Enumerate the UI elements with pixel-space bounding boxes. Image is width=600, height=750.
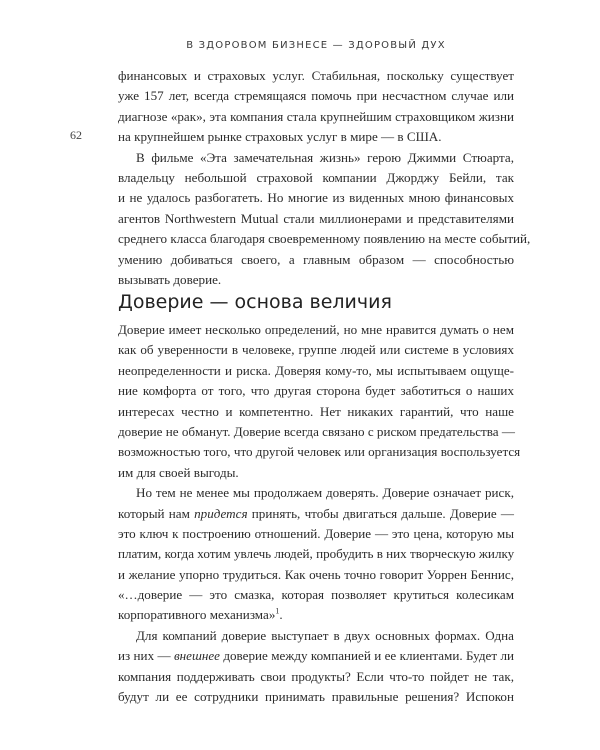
section-heading: Доверие — основа величия	[118, 291, 392, 313]
text-fragment: принять, чтобы двигаться дальше. Доверие —	[247, 505, 514, 521]
text-line: это ключ к построению отношений. Доверие — это цена, которую мы	[118, 525, 514, 541]
text-line: Но тем не менее мы продолжаем доверять. Доверие означает риск,	[136, 485, 514, 501]
text-line: возможностью того, что другой человек или организация воспользуется	[118, 444, 521, 460]
text-line: интересах честно и компетентно. Нет никаких гарантий, что наше	[118, 403, 514, 419]
intro-text	[118, 66, 531, 290]
text-line: доверие не обманут. Доверие всегда связано с риском предательства —	[118, 423, 515, 439]
text-line: на крупнейшем рынке страховых услуг в мире — в США.	[118, 129, 442, 145]
text-line: будут ли ее сотрудники принимать правильные решения? Испокон	[118, 689, 514, 705]
text-line: неопределенности и риска. Доверяя кому-то, мы испытываем ощуще-	[118, 362, 514, 378]
text-fragment: доверие между компанией и ее клиентами. Будет ли	[219, 648, 515, 664]
text-line: компания поддерживать свои продукты? Если что-то пойдет не так,	[118, 668, 514, 684]
running-head-title: В ЗДОРОВОМ БИЗНЕСЕ — ЗДОРОВЫЙ ДУХ	[186, 40, 446, 51]
text-line: среднего класса благодаря своевременному появлению на месте событий,	[118, 231, 531, 247]
text-line: Для компаний доверие выступает в двух основных формах. Одна	[136, 627, 514, 643]
text-line: умению добиваться своего, а главным образом — способностью	[118, 251, 514, 267]
text-fragment: .	[279, 607, 283, 623]
text-line	[118, 504, 514, 524]
text-fragment: из них —	[118, 648, 174, 664]
text-line: В фильме «Эта замечательная жизнь» герою Джимми Стюарта,	[136, 149, 514, 165]
section-text	[118, 320, 521, 707]
page-number: 62	[70, 128, 82, 142]
text-line: владельцу небольшой страховой компании Джорджу Бейли, так	[118, 169, 514, 185]
text-line: агентов Northwestern Mutual стали миллионерами и представителями	[118, 210, 514, 226]
text-line: Доверие имеет несколько определений, но мне нравится думать о нем	[118, 322, 514, 337]
text-line: финансовых и страховых услуг. Стабильная, поскольку существует	[118, 68, 514, 83]
text-line	[118, 646, 514, 666]
text-line: вызывать доверие.	[118, 271, 222, 287]
emphasis-text: внешнее	[173, 648, 220, 664]
text-line: платим, когда хотим увлечь людей, пробудить в них творческую жилку	[118, 546, 515, 562]
text-line: им для своей выгоды.	[118, 464, 239, 480]
text-line: ние комфорта от того, что другая сторона будет заботиться о наших	[118, 383, 514, 399]
text-line: «…доверие — это смазка, которая позволяет крутиться колесикам	[118, 587, 514, 603]
text-line: диагнозе «рак», эта компания стала крупнейшим страховщиком жизни	[118, 108, 514, 124]
text-line: и не удалось разбогатеть. Но многие из виденных мною финансовых	[118, 190, 514, 206]
text-line	[118, 605, 514, 625]
text-fragment: корпоративного механизма»	[118, 607, 276, 623]
text-fragment: который нам	[118, 505, 195, 521]
emphasis-text: придется	[194, 505, 248, 521]
text-line: уже 157 лет, всегда стремящаяся помочь при несчастном случае или	[118, 88, 514, 104]
text-line: как об уверенности в человеке, группе людей или системе в условиях	[118, 342, 514, 358]
text-line: и желание упорно трудиться. Как очень точно говорит Уоррен Беннис,	[118, 566, 514, 582]
footnote-marker: 1	[275, 607, 280, 617]
